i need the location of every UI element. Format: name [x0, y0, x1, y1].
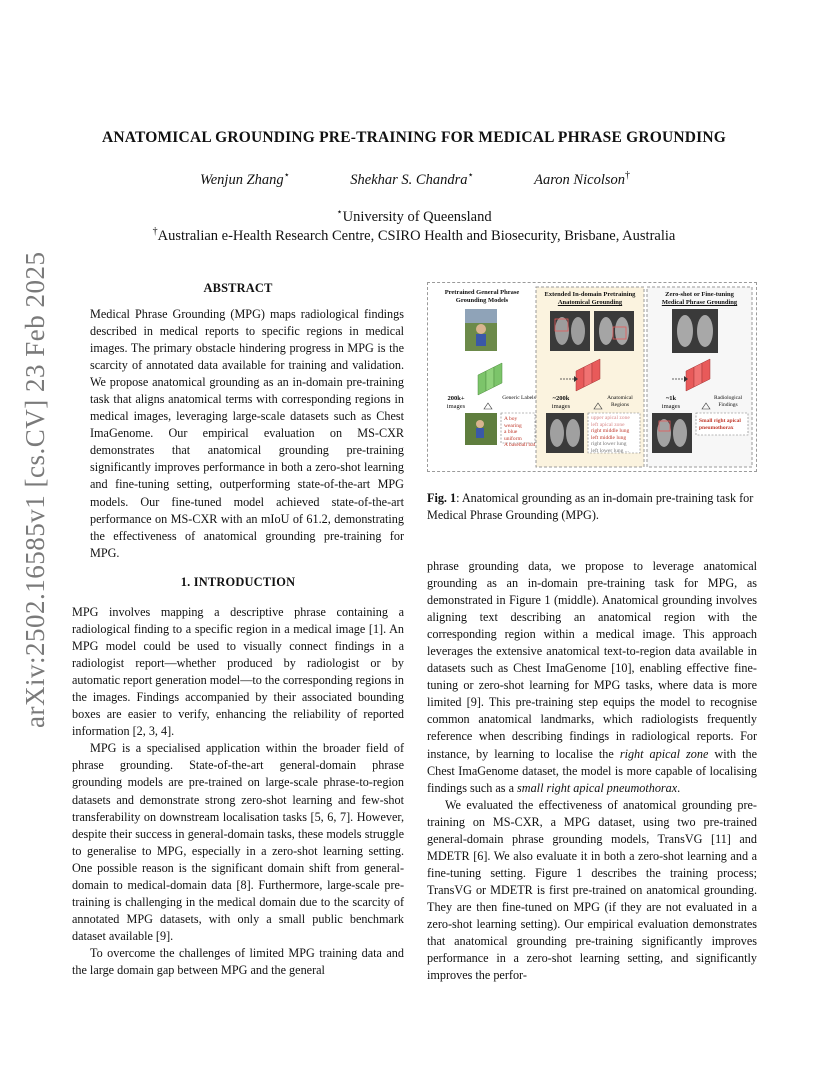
author: Shekhar S. Chandra⋆: [350, 170, 474, 188]
generic-label-list: A boy wearing a blue uniform A baseball bat: [504, 416, 536, 448]
count-label: ~200k images: [551, 395, 571, 410]
paragraph: We evaluated the effectiveness of anatomical grounding pre-training on MS-CXR, a MPG dataset, using two pre-trained general-domain phrase grounding models, TransVG [11] and MDETR [6]. We also evaluate it in both a zero-shot learning and a fine-tuning setting. Figure 1 describes the training process; TransVG or MDETR is first pre-trained on anatomical grounding. They are then fine-tuned on MPG (if they are not evaluated in a zero-shot learning setting). Our empirical evaluation demonstrates that anatomical grounding pre-training significantly improves performance in a zero-shot learning setting, and significantly improves the perfor-: [427, 797, 757, 983]
finding-label: Small right apical pneumothorax: [699, 418, 741, 431]
paragraph: To overcome the challenges of limited MPG training data and the large domain gap between MPG and the general: [72, 945, 404, 977]
label-type: Generic Labels: [502, 395, 536, 401]
panel-subtitle: Medical Phrase Grounding: [661, 299, 738, 306]
panel-title: Extended In-domain Pretraining: [544, 291, 636, 298]
panel-subtitle: Anatomical Grounding: [557, 299, 623, 306]
anatomical-label-list: upper apical zone left apical zone right middle lung left middle lung right lower lung left lower lung ...: [591, 415, 630, 454]
figure-1: [427, 282, 757, 472]
count-label: 200k+ images: [446, 395, 466, 410]
author: Aaron Nicolson†: [534, 170, 630, 188]
paper-title: ANATOMICAL GROUNDING PRE-TRAINING FOR MEDICAL PHRASE GROUNDING: [101, 129, 727, 146]
right-column-body: [427, 558, 757, 984]
label-type: Radiological Findings: [713, 395, 743, 408]
paragraph: MPG involves mapping a descriptive phrase containing a radiological finding to a specific region in a medical image [1]. An MPG model could be used to visually connect findings in a radiologist report—whether produced by radiologist or by automatic report generation model—to the corresponding regions in the images. Findings accompanied by their associated bounding boxes are easier to verify, enhancing the reliability of reported information [2, 3, 4].: [72, 605, 405, 739]
arxiv-identifier: arXiv:2502.16585v1 [cs.CV] 23 Feb 2025: [20, 251, 50, 728]
affiliation: ⋆University of Queensland: [336, 207, 492, 225]
count-label: ~1k images: [661, 395, 681, 410]
label-type: Anatomical Regions: [607, 395, 633, 408]
introduction-body: [72, 604, 404, 979]
abstract-heading: ABSTRACT: [203, 281, 273, 295]
introduction-heading: 1. INTRODUCTION: [180, 575, 296, 589]
general-encoder-stack: [478, 363, 502, 395]
panel-title: Pretrained General Phrase Grounding Models: [444, 289, 520, 304]
abstract-text: Medical Phrase Grounding (MPG) maps radiological findings described in medical reports to specific regions in medical images. The primary obstacle hindering progress in MPG is the scarcity of annotated data available for training and validation. We propose anatomical grounding as an in-domain pre-training task that aligns anatomical terms with corresponding regions in medical images, leveraging large-scale datasets such as Chest ImaGenome. Our empirical evaluation on MS-CXR demonstrates that anatomical grounding pre-training significantly improves performance in both a zero-shot learning and fine-tuning setting, outperforming state-of-the-art MPG models. Our fine-tuned model achieved state-of-the-art performance on MS-CXR with an mIoU of 61.2, demonstrating the effectiveness of anatomical grounding pre-training for MPG.: [90, 307, 404, 560]
figure-caption: Fig. 1: Anatomical grounding as an in-domain pre-training task for Medical Phrase Grounding (MPG).: [427, 491, 754, 522]
author: Wenjun Zhang⋆: [200, 170, 290, 188]
panel-title: Zero-shot or Fine-tuning: [665, 291, 734, 298]
paragraph: phrase grounding data, we propose to leverage anatomical grounding as an in-domain pre-training task for MPG, as demonstrated in Figure 1 (middle). Anatomical grounding involves aligning text describing an anatomical region with the corresponding region within a medical image. This approach leverages the extensive anatomical text-to-region data available in datasets such as Chest ImaGenome [10], enabling effective fine-tuning or zero-shot learning for MPG tasks, where data is more limited [9]. This pre-training step equips the model to recognise common anatomical landmarks, which radiologists frequently reference when describing findings in radiological reports. For instance, by learning to localise the right apical zone with the Chest ImaGenome dataset, the model is more capable of localising findings such as a small right apical pneumothorax.: [427, 559, 757, 795]
paragraph: MPG is a specialised application within the broader field of phrase grounding. State-of-the-art general-domain phrase grounding models are pre-trained on large-scale phrase-to-region datasets and demonstrate strong zero-shot learning and few-shot transferability on downstream localisation tasks [5, 6, 7]. However, despite their success in general-domain tasks, these models struggle to generalise to MPG, especially in a zero-shot learning setting. One possible reason is the significant domain shift from general-domain to medical-domain data [8]. Furthermore, large-scale pre-training is challenging in the medical domain due to the scarcity of annotated MPG datasets, with only a small public benchmark dataset available [9].: [72, 741, 404, 943]
affiliation: †Australian e-Health Research Centre, CSIRO Health and Biosecurity, Brisbane, Australia: [152, 226, 676, 244]
abstract-body: [90, 306, 404, 562]
author-list: [200, 170, 630, 189]
